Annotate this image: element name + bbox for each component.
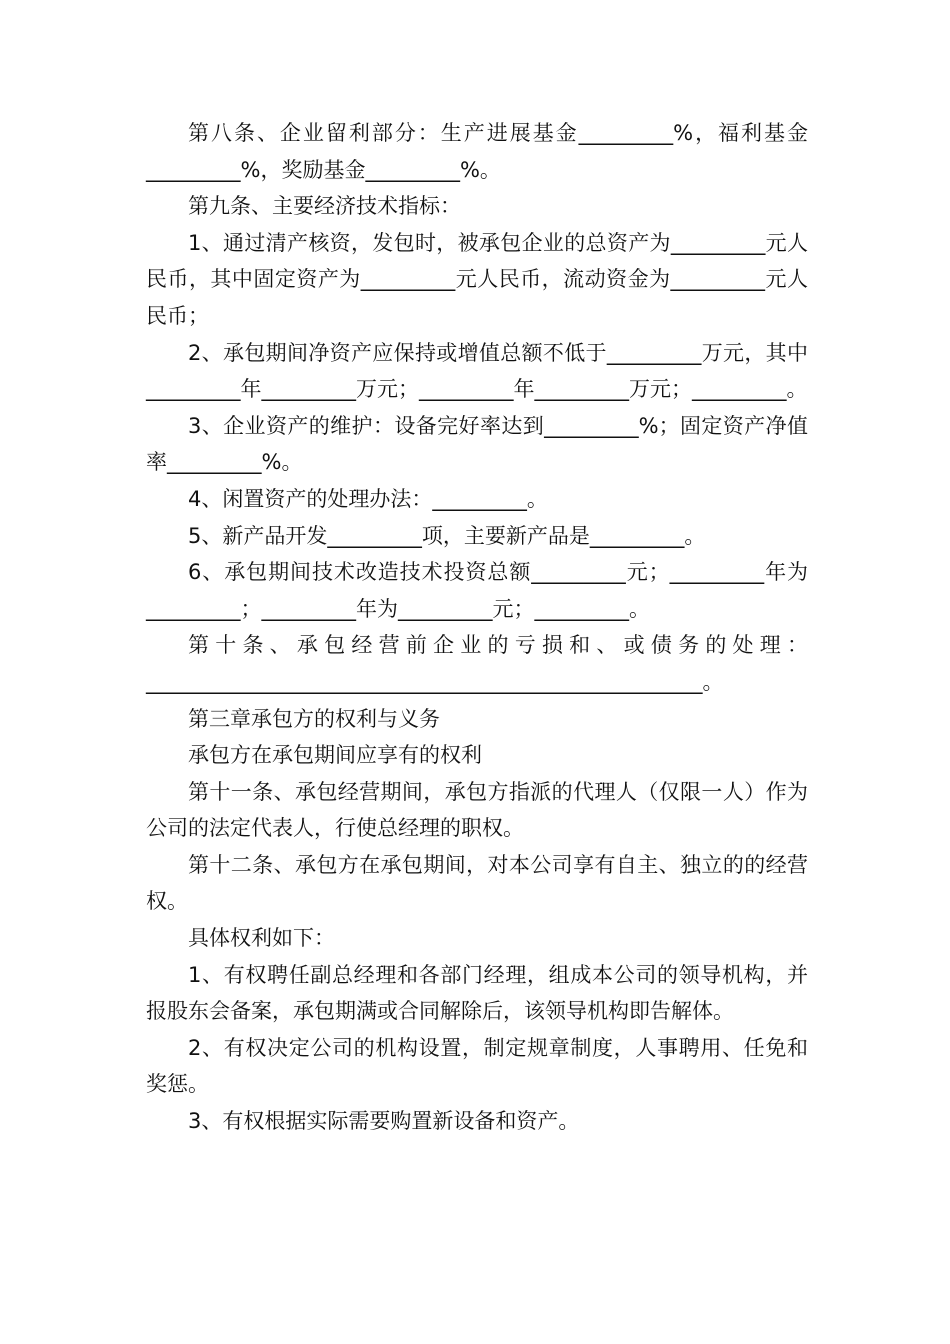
article-9-item-3: 3、企业资产的维护：设备完好率达到_________%；固定资产净值率_________%。	[146, 413, 808, 475]
article-9: 第九条、主要经济技术指标：	[188, 194, 461, 219]
article-9-item-1: 1、通过清产核资，发包时，被承包企业的总资产为_________元人民币，其中固定资产为_________元人民币，流动资金为_________元人民币；	[146, 230, 808, 328]
article-9-item-6: 6、承包期间技术改造技术投资总额_________元；_________年为_________；_________年为_________元；_________。	[146, 560, 808, 621]
article-9-item-4: 4、闲置资产的处理办法：_________。	[188, 486, 548, 511]
article-9-item-5: 5、新产品开发_________项，主要新产品是_________。	[188, 523, 706, 548]
rights-subheading: 承包方在承包期间应享有的权利	[188, 743, 482, 768]
right-item-1: 1、有权聘任副总经理和各部门经理，组成本公司的领导机构，并报股东会备案，承包期满或合同解除后，该领导机构即告解体。	[146, 962, 808, 1024]
article-9-item-2: 2、承包期间净资产应保持或增值总额不低于_________万元，其中_________年_________万元；_________年_________万元；_________。	[146, 340, 808, 402]
right-item-3: 3、有权根据实际需要购置新设备和资产。	[188, 1109, 580, 1134]
article-8: 第八条、企业留利部分：生产进展基金_________%，福利基金_________%，奖励基金_________%。	[146, 121, 808, 182]
right-item-2: 2、有权决定公司的机构设置，制定规章制度，人事聘用、任免和奖惩。	[146, 1035, 808, 1097]
article-12: 第十二条、承包方在承包期间，对本公司享有自主、独立的的经营权。	[146, 852, 808, 914]
rights-intro: 具体权利如下：	[188, 926, 335, 951]
article-10: 第十条、承包经营前企业的亏损和、或债务的处理：_____________________________________________________。	[146, 633, 808, 694]
chapter-3-heading: 第三章承包方的权利与义务	[188, 706, 440, 731]
article-11: 第十一条、承包经营期间，承包方指派的代理人（仅限一人）作为公司的法定代表人，行使总经理的职权。	[146, 779, 808, 841]
document-body	[146, 115, 808, 1140]
